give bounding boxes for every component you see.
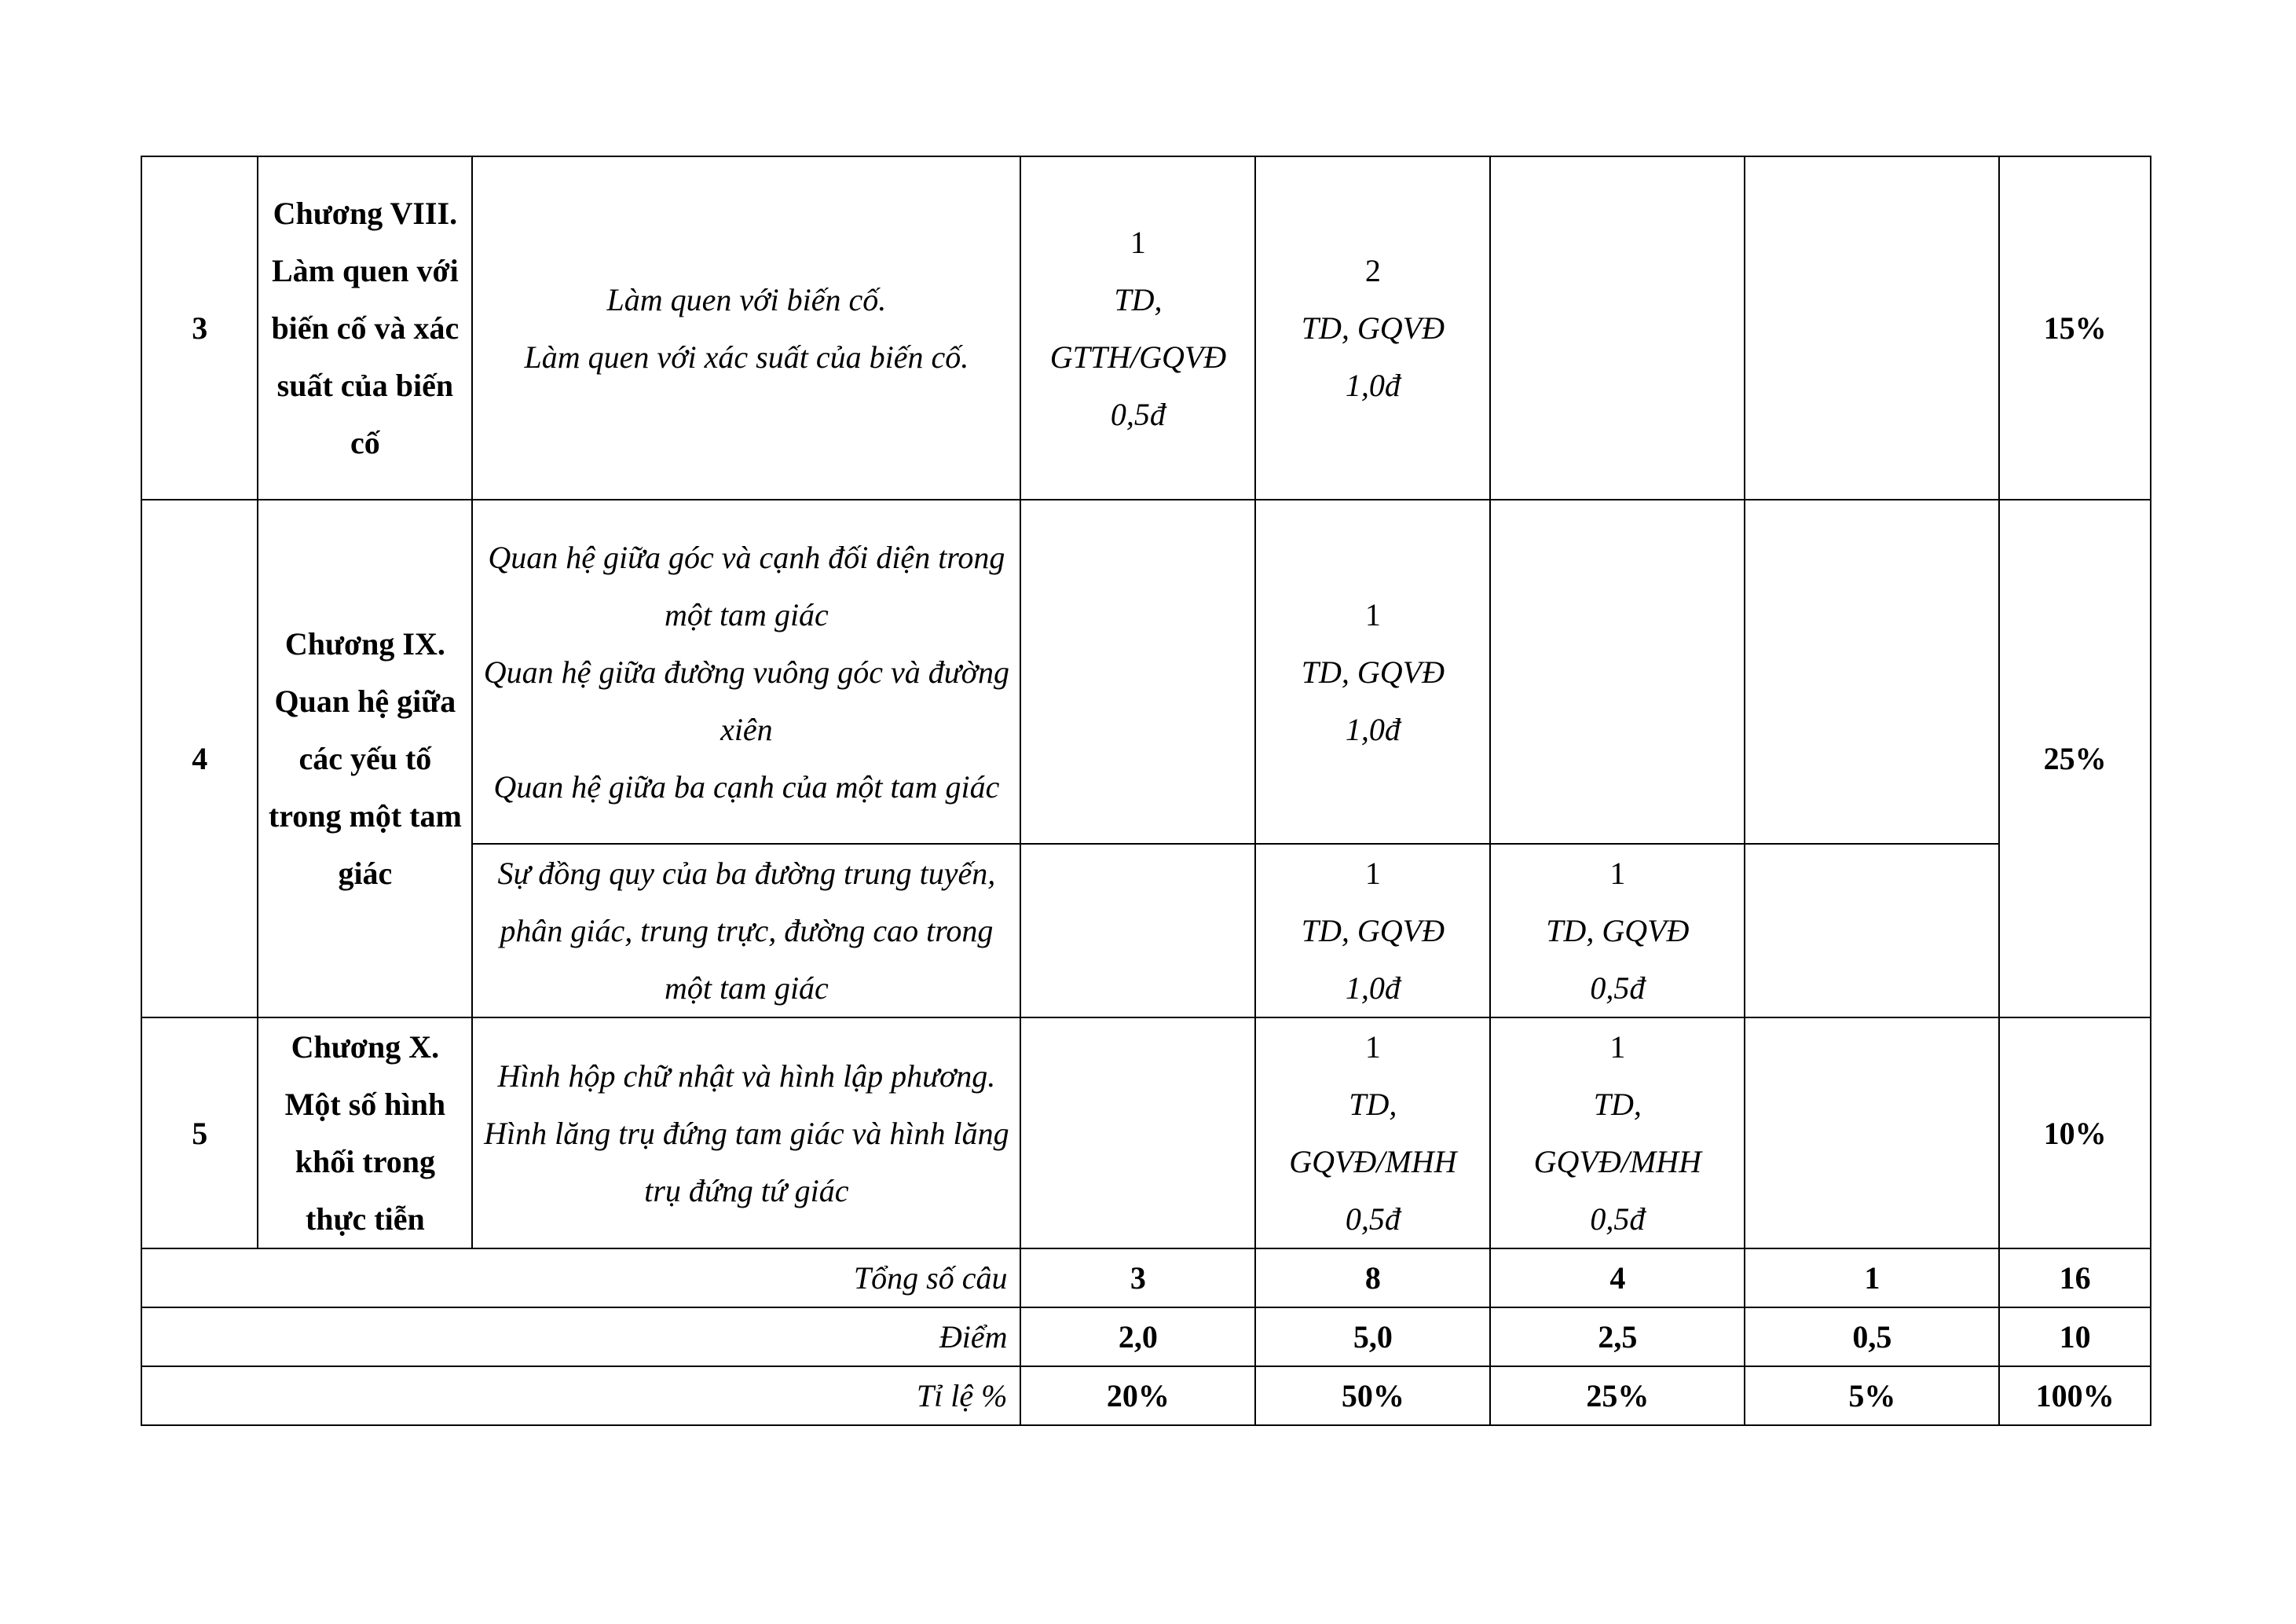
topic-content: Quan hệ giữa góc và cạnh đối diện trong một tam giác Quan hệ giữa đường vuông góc và đường xiên Quan hệ giữa ba cạnh của một tam giác [472, 500, 1020, 844]
cell-thong-hieu: 2 TD, GQVĐ 1,0đ [1255, 156, 1490, 500]
cell-van-dung: 1 TD, GQVĐ 0,5đ [1490, 844, 1745, 1017]
total-value: 20% [1020, 1366, 1255, 1425]
cell-thong-hieu: 1 TD, GQVĐ/MHH 0,5đ [1255, 1017, 1490, 1248]
total-value: 8 [1255, 1248, 1490, 1307]
cell-nhan-biet [1020, 1017, 1255, 1248]
total-value: 10 [1999, 1307, 2151, 1366]
total-value: 2,0 [1020, 1307, 1255, 1366]
topic-content: Làm quen với biến cố. Làm quen với xác suất của biến cố. [472, 156, 1020, 500]
cell-van-dung-cao [1745, 844, 1999, 1017]
cell-thong-hieu: 1 TD, GQVĐ 1,0đ [1255, 500, 1490, 844]
total-value: 100% [1999, 1366, 2151, 1425]
total-label: Tỉ lệ % [141, 1366, 1020, 1425]
table-row [141, 1017, 2151, 1248]
cell-nhan-biet [1020, 500, 1255, 844]
cell-van-dung-cao [1745, 500, 1999, 844]
topic-content: Sự đồng quy của ba đường trung tuyến, phân giác, trung trực, đường cao trong một tam giác [472, 844, 1020, 1017]
cell-van-dung-cao [1745, 156, 1999, 500]
cell-van-dung: 1 TD, GQVĐ/MHH 0,5đ [1490, 1017, 1745, 1248]
cell-van-dung [1490, 156, 1745, 500]
total-label: Điểm [141, 1307, 1020, 1366]
total-value: 5,0 [1255, 1307, 1490, 1366]
total-value: 50% [1255, 1366, 1490, 1425]
total-value: 0,5 [1745, 1307, 1999, 1366]
total-value: 16 [1999, 1248, 2151, 1307]
row-number: 3 [141, 156, 258, 500]
cell-nhan-biet [1020, 844, 1255, 1017]
total-value: 25% [1490, 1366, 1745, 1425]
chapter-name: Chương X. Một số hình khối trong thực tiễn [258, 1017, 472, 1248]
cell-thong-hieu: 1 TD, GQVĐ 1,0đ [1255, 844, 1490, 1017]
topic-content: Hình hộp chữ nhật và hình lập phương. Hình lăng trụ đứng tam giác và hình lăng trụ đứng tứ giác [472, 1017, 1020, 1248]
chapter-name: Chương IX. Quan hệ giữa các yếu tố trong một tam giác [258, 500, 472, 1017]
cell-nhan-biet: 1 TD, GTTH/GQVĐ 0,5đ [1020, 156, 1255, 500]
total-percent-row [141, 1366, 2151, 1425]
total-value: 1 [1745, 1248, 1999, 1307]
total-label: Tổng số câu [141, 1248, 1020, 1307]
row-percent: 15% [1999, 156, 2151, 500]
assessment-matrix-table [141, 156, 2151, 1426]
total-questions-row [141, 1248, 2151, 1307]
row-number: 4 [141, 500, 258, 1017]
cell-van-dung [1490, 500, 1745, 844]
table-row [141, 156, 2151, 500]
cell-van-dung-cao [1745, 1017, 1999, 1248]
total-value: 2,5 [1490, 1307, 1745, 1366]
row-number: 5 [141, 1017, 258, 1248]
total-value: 3 [1020, 1248, 1255, 1307]
total-points-row [141, 1307, 2151, 1366]
row-percent: 10% [1999, 1017, 2151, 1248]
chapter-name: Chương VIII. Làm quen với biến cố và xác suất của biến cố [258, 156, 472, 500]
table-row [141, 500, 2151, 844]
total-value: 5% [1745, 1366, 1999, 1425]
total-value: 4 [1490, 1248, 1745, 1307]
row-percent: 25% [1999, 500, 2151, 1017]
